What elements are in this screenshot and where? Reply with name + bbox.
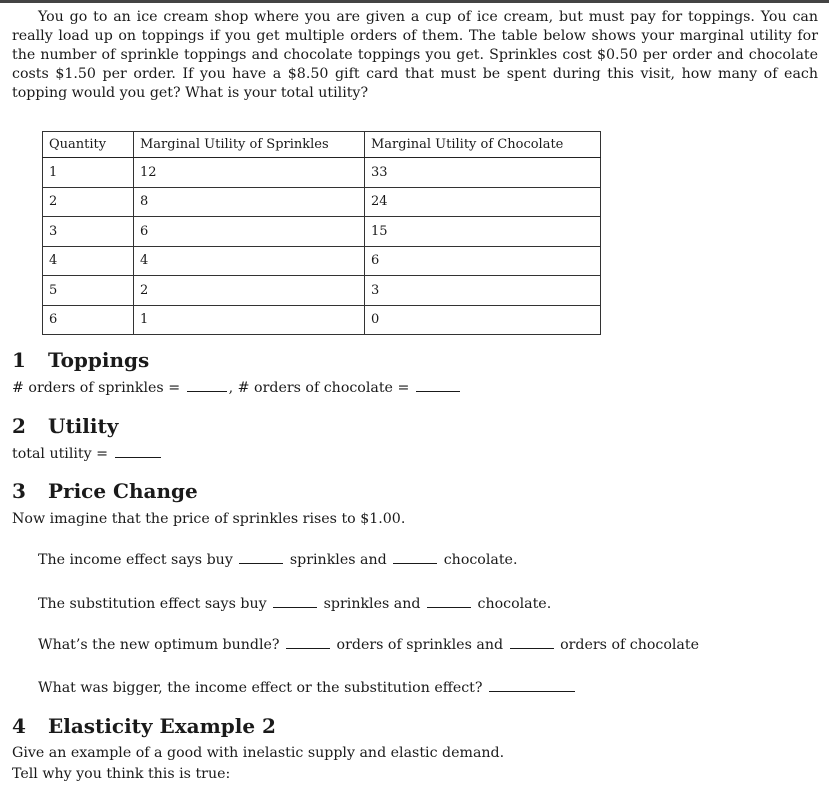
bundle-chocolate-blank[interactable] (510, 647, 554, 649)
table-cell: 12 (134, 158, 365, 188)
table-cell: 6 (134, 217, 365, 247)
bigger-effect-blank[interactable] (489, 690, 575, 692)
section-number: 1 (12, 348, 26, 372)
table-cell: 5 (43, 276, 134, 306)
substitution-chocolate-blank[interactable] (427, 606, 471, 608)
section-title: Utility (48, 414, 119, 438)
table-cell: 0 (365, 305, 601, 335)
section-title: Price Change (48, 479, 198, 503)
section-heading-toppings (12, 348, 149, 372)
substitution-sprinkles-blank[interactable] (273, 606, 317, 608)
income-effect-text: sprinkles and (289, 552, 387, 568)
problem-statement (12, 8, 818, 103)
bigger-effect-text: What was bigger, the income effect or the substitution effect? (38, 680, 483, 696)
section-heading-elasticity (12, 714, 276, 738)
problem-text: You go to an ice cream shop where you are given a cup of ice cream, but must pay for toppings. You can really load up on toppings if you get multiple orders of them. The table below shows your marginal utility for the number of sprinkle toppings and chocolate toppings you get. Sprinkles cost $0.50 per order and chocolate costs $1.50 per order. If you have a $8.50 gift card that must be spent during this visit, how many of each topping would you get? What is your total utility? (12, 9, 818, 101)
income-effect-line (38, 552, 517, 568)
table-cell: 2 (43, 187, 134, 217)
income-chocolate-blank[interactable] (393, 562, 437, 564)
substitution-effect-line (38, 596, 551, 612)
table-cell: 1 (43, 158, 134, 188)
bigger-effect-line (38, 680, 577, 696)
section-number: 4 (12, 714, 26, 738)
chocolate-orders-label: # orders of chocolate = (237, 380, 410, 396)
utility-answer-line (12, 446, 163, 462)
section-heading-utility (12, 414, 118, 438)
table-cell: 6 (365, 246, 601, 276)
toppings-answer-line (12, 380, 462, 396)
total-utility-label: total utility = (12, 446, 109, 462)
page-top-rule (0, 0, 829, 3)
column-header: Marginal Utility of Sprinkles (134, 132, 365, 158)
elasticity-prompt: Give an example of a good with inelastic supply and elastic demand. (12, 745, 505, 761)
sprinkles-orders-label: # orders of sprinkles = (12, 380, 181, 396)
table-cell: 2 (134, 276, 365, 306)
marginal-utility-table (42, 131, 601, 335)
sprinkles-orders-blank[interactable] (187, 390, 227, 392)
table-row (43, 305, 601, 335)
bundle-sprinkles-blank[interactable] (286, 647, 330, 649)
optimum-bundle-line (38, 637, 699, 653)
table-row (43, 246, 601, 276)
comma: , (228, 380, 234, 396)
section-title: Elasticity Example 2 (48, 714, 276, 738)
table-cell: 1 (134, 305, 365, 335)
column-header: Marginal Utility of Chocolate (365, 132, 601, 158)
table-row (43, 187, 601, 217)
income-sprinkles-blank[interactable] (239, 562, 283, 564)
elasticity-explain-prompt: Tell why you think this is true: (12, 766, 231, 782)
table-cell: 3 (365, 276, 601, 306)
table-cell: 4 (134, 246, 365, 276)
section-heading-price-change (12, 479, 198, 503)
optimum-bundle-text: orders of sprinkles and (336, 637, 504, 653)
table-row (43, 276, 601, 306)
table-header-row (43, 132, 601, 158)
optimum-bundle-text: orders of chocolate (560, 637, 699, 653)
table-cell: 3 (43, 217, 134, 247)
column-header: Quantity (43, 132, 134, 158)
table-cell: 6 (43, 305, 134, 335)
table-cell: 4 (43, 246, 134, 276)
table-cell: 24 (365, 187, 601, 217)
substitution-effect-text: sprinkles and (323, 596, 421, 612)
substitution-effect-text: The substitution effect says buy (38, 596, 267, 612)
price-change-intro: Now imagine that the price of sprinkles rises to $1.00. (12, 511, 406, 527)
section-number: 2 (12, 414, 26, 438)
table-row (43, 158, 601, 188)
table-row (43, 217, 601, 247)
chocolate-orders-blank[interactable] (416, 390, 460, 392)
substitution-effect-text: chocolate. (477, 596, 552, 612)
section-number: 3 (12, 479, 26, 503)
total-utility-blank[interactable] (115, 456, 161, 458)
income-effect-text: The income effect says buy (38, 552, 233, 568)
table-cell: 33 (365, 158, 601, 188)
table-cell: 15 (365, 217, 601, 247)
table-cell: 8 (134, 187, 365, 217)
optimum-bundle-text: What’s the new optimum bundle? (38, 637, 280, 653)
income-effect-text: chocolate. (443, 552, 518, 568)
section-title: Toppings (48, 348, 150, 372)
